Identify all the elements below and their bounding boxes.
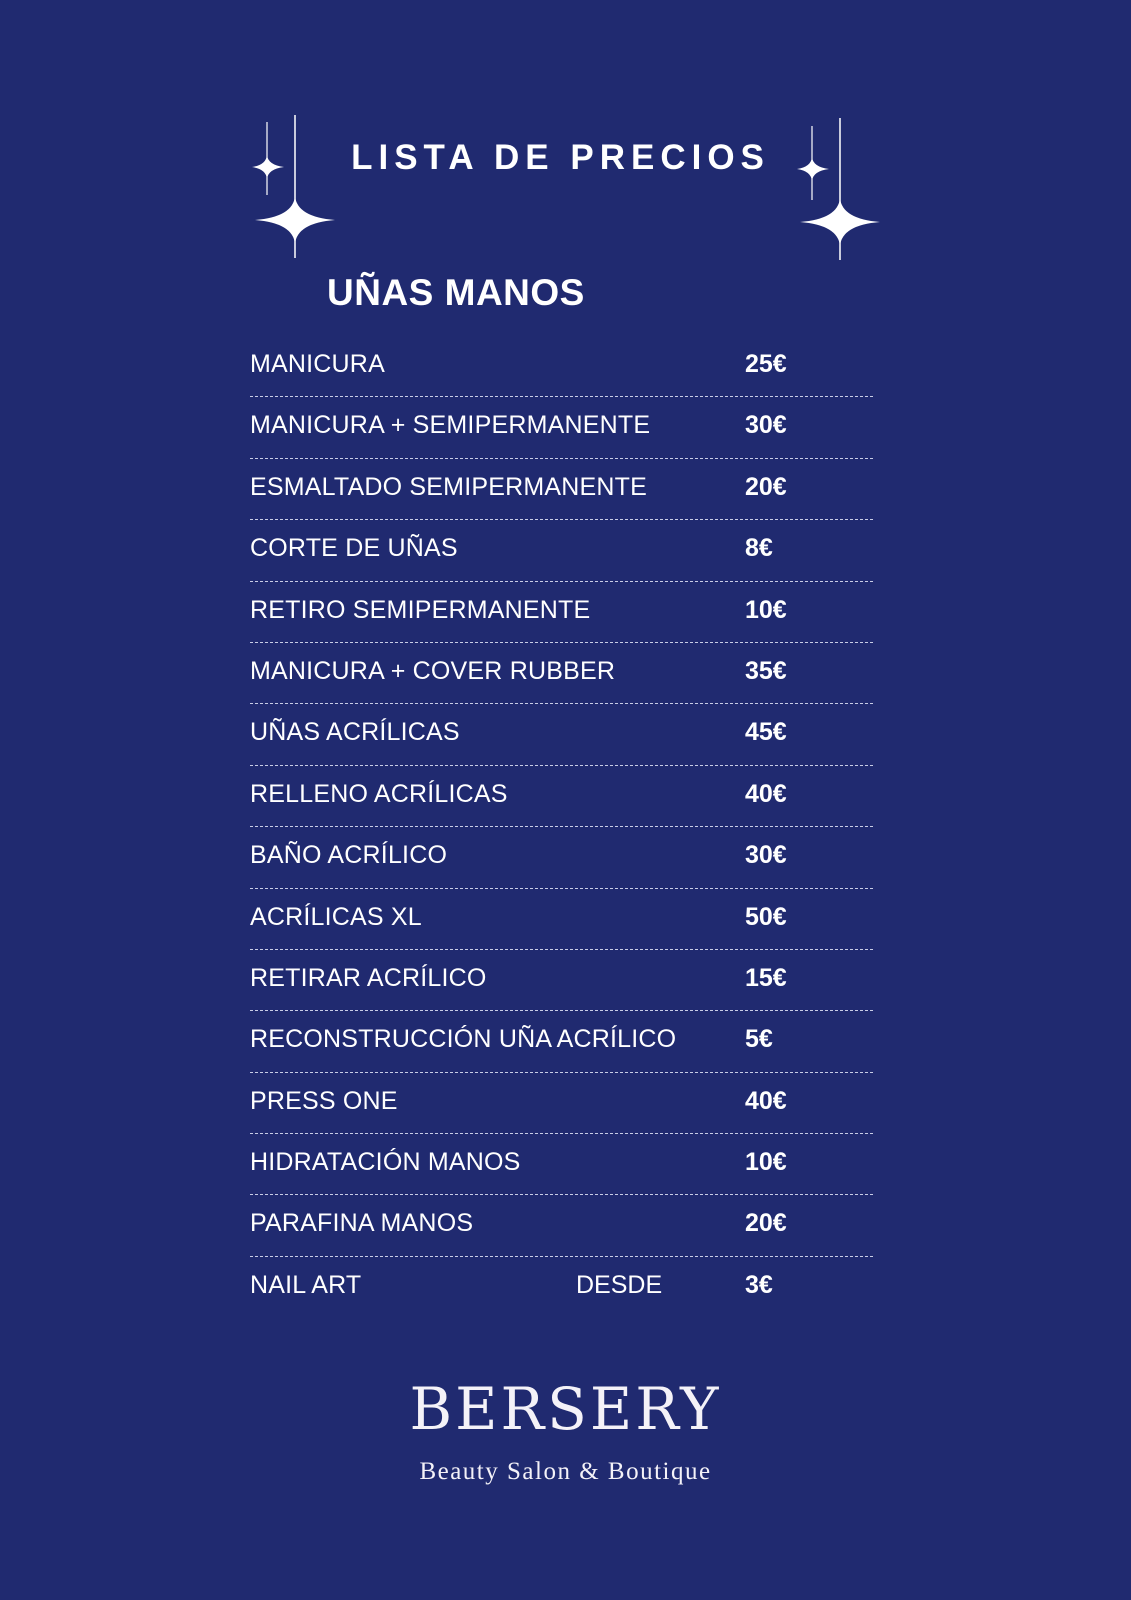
service-name: RELLENO ACRÍLICAS bbox=[250, 779, 508, 808]
service-name: RETIRAR ACRÍLICO bbox=[250, 963, 487, 992]
service-price: 8€ bbox=[745, 534, 773, 563]
price-row bbox=[250, 643, 873, 704]
service-name: MANICURA bbox=[250, 350, 385, 378]
brand-tagline: Beauty Salon & Boutique bbox=[419, 1458, 712, 1485]
service-name: MANICURA + SEMIPERMANENTE bbox=[250, 411, 651, 440]
service-price: 30€ bbox=[745, 411, 787, 440]
price-row bbox=[250, 766, 873, 827]
section-title: UÑAS MANOS bbox=[327, 272, 585, 313]
service-price: 35€ bbox=[745, 656, 787, 685]
service-name: NAIL ART bbox=[250, 1270, 362, 1299]
service-price: 50€ bbox=[745, 902, 787, 931]
service-price: 3€ bbox=[745, 1270, 773, 1299]
service-price: 10€ bbox=[745, 1148, 787, 1177]
service-price: 15€ bbox=[745, 963, 787, 992]
sparkle-icon-left bbox=[252, 115, 335, 258]
service-name: MANICURA + COVER RUBBER bbox=[250, 656, 616, 685]
price-row bbox=[250, 1195, 873, 1256]
price-row bbox=[250, 520, 873, 581]
service-price: 45€ bbox=[745, 718, 787, 747]
price-row bbox=[250, 827, 873, 888]
service-name: ESMALTADO SEMIPERMANENTE bbox=[250, 472, 647, 501]
service-name: CORTE DE UÑAS bbox=[250, 534, 458, 563]
service-name: BAÑO ACRÍLICO bbox=[250, 841, 448, 870]
price-list bbox=[250, 336, 873, 1318]
service-name: RECONSTRUCCIÓN UÑA ACRÍLICO bbox=[250, 1025, 677, 1054]
page-title: LISTA DE PRECIOS bbox=[351, 138, 770, 177]
service-price: 5€ bbox=[745, 1025, 773, 1054]
price-row bbox=[250, 704, 873, 765]
service-price: 40€ bbox=[745, 1086, 787, 1115]
service-price: 20€ bbox=[745, 472, 787, 501]
price-row bbox=[250, 1011, 873, 1072]
price-row bbox=[250, 582, 873, 643]
service-name: HIDRATACIÓN MANOS bbox=[250, 1148, 521, 1177]
price-row bbox=[250, 336, 873, 397]
service-price: 40€ bbox=[745, 779, 787, 808]
brand-logo bbox=[0, 1375, 1131, 1486]
price-row bbox=[250, 1073, 873, 1134]
price-row bbox=[250, 459, 873, 520]
service-name: ACRÍLICAS XL bbox=[250, 902, 422, 931]
service-name: UÑAS ACRÍLICAS bbox=[250, 718, 460, 747]
service-price: 10€ bbox=[745, 595, 787, 624]
price-row bbox=[250, 950, 873, 1011]
price-row bbox=[250, 1134, 873, 1195]
service-name: PARAFINA MANOS bbox=[250, 1209, 474, 1238]
price-row bbox=[250, 889, 873, 950]
service-price: 20€ bbox=[745, 1209, 787, 1238]
service-name: RETIRO SEMIPERMANENTE bbox=[250, 595, 591, 624]
price-row bbox=[250, 397, 873, 458]
service-price: 30€ bbox=[745, 841, 787, 870]
brand-name: BERSERY bbox=[409, 1375, 722, 1443]
service-name: PRESS ONE bbox=[250, 1086, 398, 1115]
service-price: 25€ bbox=[745, 350, 787, 378]
price-qualifier: DESDE bbox=[576, 1270, 663, 1299]
price-row bbox=[250, 1257, 873, 1318]
